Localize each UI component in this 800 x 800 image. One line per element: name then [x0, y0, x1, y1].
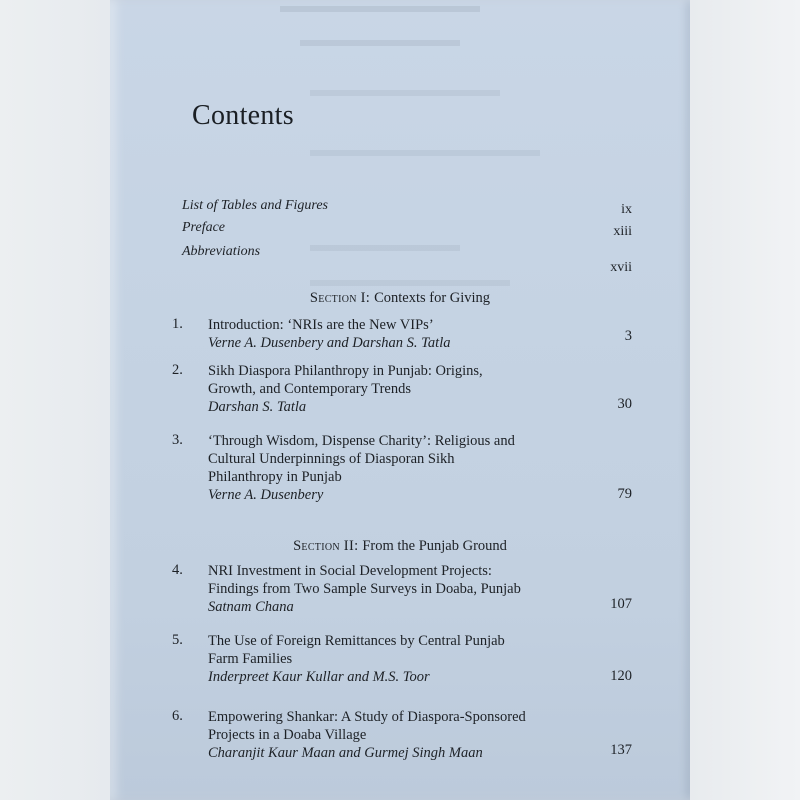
chapter-author: Verne A. Dusenbery and Darshan S. Tatla: [208, 335, 451, 351]
chapter-title-line: Farm Families: [208, 651, 293, 667]
chapter-number: 4.: [172, 562, 183, 578]
front-matter-item: [182, 220, 632, 240]
chapter-number: 6.: [172, 708, 183, 724]
chapter-page: 120: [610, 668, 632, 684]
chapter-title-line: Empowering Shankar: A Study of Diaspora-Sponsored: [208, 709, 526, 725]
section-heading: [110, 538, 690, 555]
chapter-number: 2.: [172, 362, 183, 378]
chapter-author: Charanjit Kaur Maan and Gurmej Singh Maan: [208, 745, 483, 761]
front-matter-title: List of Tables and Figures: [182, 198, 328, 213]
chapter-number: 5.: [172, 632, 183, 648]
front-matter-item: [182, 198, 632, 218]
chapter-author: Darshan S. Tatla: [208, 399, 307, 415]
chapter-number: 1.: [172, 316, 183, 332]
chapter-title-line: NRI Investment in Social Development Projects:: [208, 563, 492, 579]
chapter-author: Satnam Chana: [208, 599, 294, 615]
chapter-entry: [172, 362, 632, 416]
front-matter-page: ix: [621, 202, 632, 217]
contents-page: [110, 0, 690, 800]
front-matter-page: xvii: [610, 260, 632, 275]
chapter-title-line: The Use of Foreign Remittances by Central Punjab: [208, 633, 505, 649]
front-matter-title: Preface: [182, 220, 226, 235]
contents-heading: Contents: [192, 100, 294, 131]
chapter-title-line: Growth, and Contemporary Trends: [208, 381, 411, 397]
chapter-entry: [172, 316, 632, 352]
chapter-author: Inderpreet Kaur Kullar and M.S. Toor: [208, 669, 430, 685]
chapter-entry: [172, 632, 632, 686]
background-right: [690, 0, 800, 800]
section-prefix: Section I:: [309, 290, 375, 306]
front-matter-item: [182, 244, 632, 275]
chapter-page: 79: [617, 486, 632, 502]
front-matter-title: Abbreviations: [182, 244, 261, 259]
section-prefix: Section II:: [293, 538, 363, 554]
chapter-title-line: ‘Through Wisdom, Dispense Charity’: Religious and: [208, 433, 515, 449]
chapter-page: 3: [624, 328, 632, 344]
section-name: Contexts for Giving: [374, 290, 491, 306]
chapter-title-line: Findings from Two Sample Surveys in Doaba, Punjab: [208, 581, 521, 597]
chapter-title-line: Introduction: ‘NRIs are the New VIPs’: [208, 317, 434, 333]
background-left: [0, 0, 110, 800]
chapter-entry: [172, 432, 632, 504]
book-page: [110, 0, 690, 800]
chapter-title-line: Cultural Underpinnings of Diasporan Sikh: [208, 451, 455, 467]
chapter-page: 30: [617, 396, 632, 412]
chapter-title-line: Philanthropy in Punjab: [208, 469, 342, 485]
chapter-title-line: Projects in a Doaba Village: [208, 727, 367, 743]
section-heading: [110, 290, 690, 307]
chapter-author: Verne A. Dusenbery: [208, 487, 324, 503]
chapter-number: 3.: [172, 432, 183, 448]
front-matter-page: xiii: [613, 224, 632, 239]
section-name: From the Punjab Ground: [362, 538, 507, 554]
chapter-title-line: Sikh Diaspora Philanthropy in Punjab: Origins,: [208, 363, 483, 379]
chapter-page: 137: [610, 742, 632, 758]
chapter-entry: [172, 562, 632, 616]
chapter-page: 107: [610, 596, 632, 612]
chapter-entry: [172, 708, 632, 762]
